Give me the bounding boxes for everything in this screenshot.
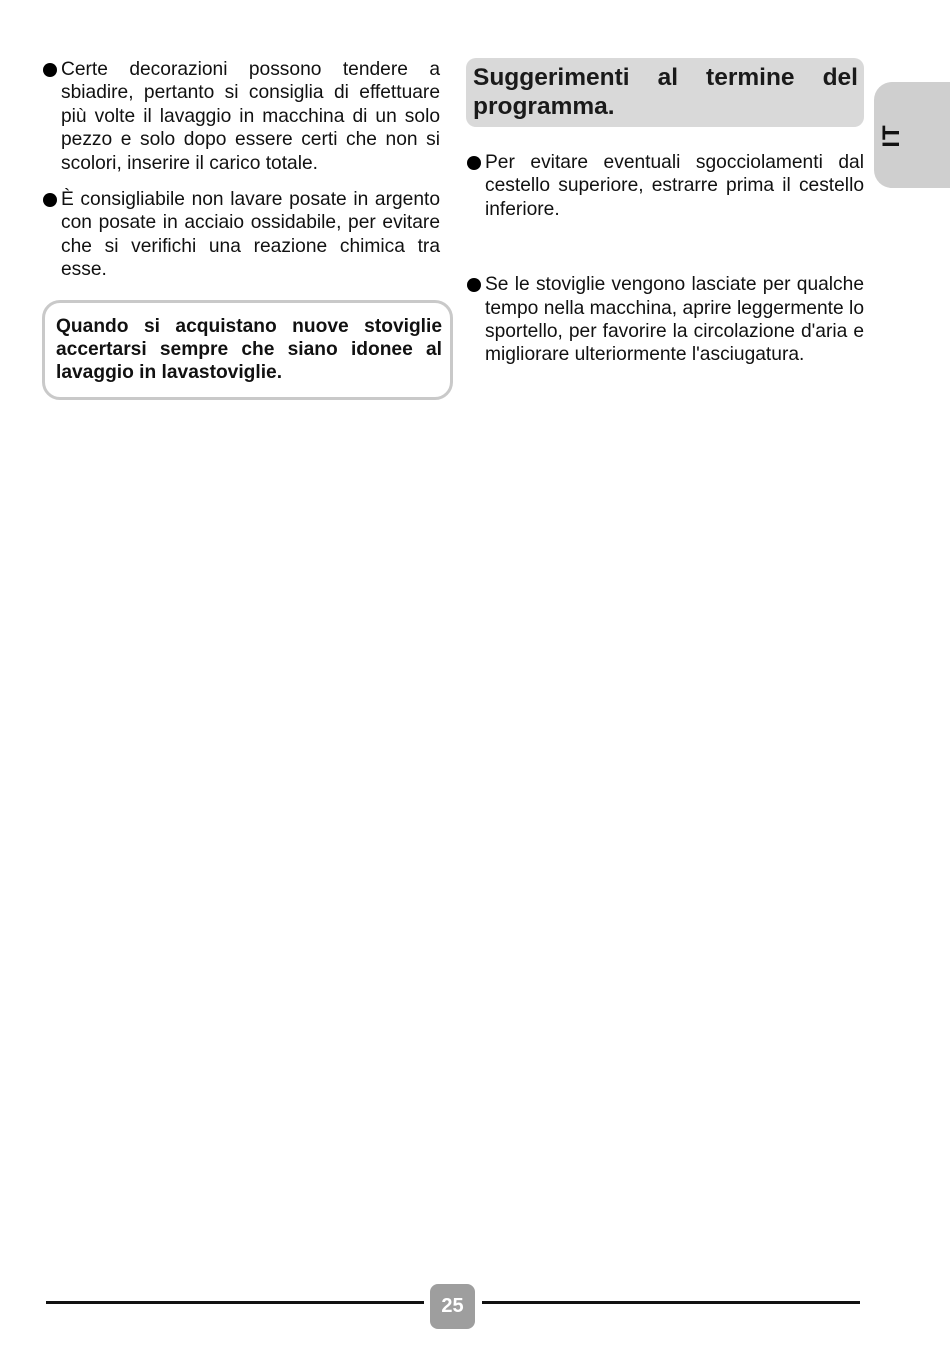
list-item-text: Certe decorazioni possono tendere a sbiadire, pertanto si consiglia di effettuare più volte il lavaggio in macchina di un solo pezzo e solo dopo essere certi che non si scolori, inserire il carico totale. [61, 59, 440, 174]
list-item-text: Per evitare eventuali sgocciolamenti dal cestello superiore, estrarre prima il cestello inferiore. [485, 152, 864, 220]
list-item [42, 58, 440, 175]
language-tab [874, 82, 950, 188]
bullet-dot-icon [43, 193, 57, 207]
section-heading-text: Suggerimenti al termine del programma. [473, 64, 858, 120]
footer-rule-right [482, 1301, 860, 1304]
list-item [466, 151, 864, 221]
bullet-dot-icon [43, 63, 57, 77]
right-column [466, 58, 864, 367]
bullet-dot-icon [467, 156, 481, 170]
list-item-text: È consigliabile non lavare posate in argento con posate in acciaio ossidabile, per evitare che si verifichi una reazione chimica tra esse. [61, 189, 440, 281]
note-box [42, 300, 453, 400]
bullet-dot-icon [467, 278, 481, 292]
page-number: 25 [441, 1295, 464, 1317]
list-item-text: Se le stoviglie vengono lasciate per qualche tempo nella macchina, aprire leggermente lo sportello, per favorire la circolazione d'aria e migliorare ulteriormente l'asciugatura. [485, 274, 864, 366]
language-tab-label: IT [878, 124, 905, 148]
footer-rule-left [46, 1301, 424, 1304]
page-number-badge [430, 1284, 475, 1329]
list-item [466, 273, 864, 367]
note-text: Quando si acquistano nuove stoviglie accertarsi sempre che siano idonee al lavaggio in lavastoviglie. [56, 315, 442, 384]
left-column [42, 58, 440, 400]
list-item [42, 188, 440, 282]
section-heading [466, 58, 864, 127]
